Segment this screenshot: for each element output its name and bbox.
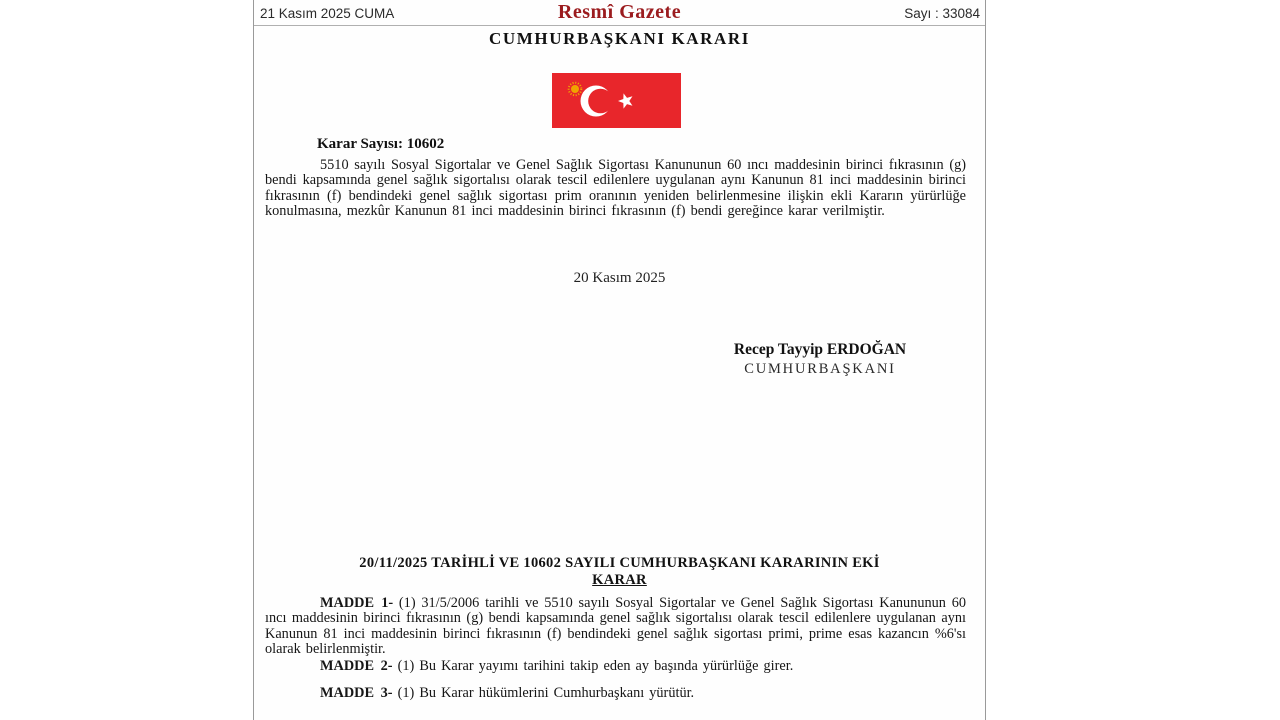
article-madde-1 [265, 596, 966, 658]
decision-body-paragraph: 5510 sayılı Sosyal Sigortalar ve Genel Sağlık Sigortası Kanununun 60 ıncı maddesinin birinci fıkrasının (g) bendi kapsamında genel sağlık sigortalısı olarak tescil edilenlere uygulanan aynı Kanunun 81 inci maddesinin birinci fıkrasının (f) bendindeki genel sağlık sigortası prim oranının yeniden belirlenmesine ilişkin ekli Kararın yürürlüğe konulmasına, mezkûr Kanunun 81 inci maddesinin birinci fıkrasının (f) bendi gereğince karar verilmiştir. [265, 157, 966, 220]
article-3-label: MADDE 3- [320, 685, 393, 701]
signer-name: Recep Tayyip ERDOĞAN [733, 341, 907, 358]
article-madde-2 [265, 659, 966, 674]
article-1-label: MADDE 1- [320, 595, 394, 611]
annex-title-line1: 20/11/2025 TARİHLİ VE 10602 SAYILI CUMHURBAŞKANI KARARININ EKİ [359, 555, 880, 571]
gazette-issue-number: Sayı : 33084 [904, 6, 980, 21]
article-2-text: (1) Bu Karar yayımı tarihini takip eden ay başında yürürlüğe girer. [392, 658, 794, 674]
masthead-row [254, 0, 985, 26]
article-2-label: MADDE 2- [320, 658, 393, 674]
signature-block [660, 341, 980, 378]
turkish-flag-icon [552, 73, 681, 128]
signer-title: CUMHURBAŞKANI [744, 361, 896, 377]
gazette-page [253, 0, 986, 720]
document-title: CUMHURBAŞKANI KARARI [488, 29, 751, 48]
gazette-date: 21 Kasım 2025 CUMA [260, 6, 395, 21]
annex-title-line2: KARAR [592, 571, 647, 588]
gazette-masthead: Resmî Gazete [557, 1, 682, 23]
decision-date: 20 Kasım 2025 [573, 270, 666, 286]
turkish-flag-svg [552, 73, 681, 128]
article-3-text: (1) Bu Karar hükümlerini Cumhurbaşkanı yürütür. [392, 685, 695, 701]
decision-number: Karar Sayısı: 10602 [317, 136, 445, 152]
annex-title [254, 555, 985, 588]
article-madde-3 [265, 686, 966, 701]
article-1-text: (1) 31/5/2006 tarihli ve 5510 sayılı Sosyal Sigortalar ve Genel Sağlık Sigortası Kanununun 60 ıncı maddesinin birinci fıkrasının (g) bendi kapsamında genel sağlık sigortalısı olarak tescil edilenlere uygulanan aynı Kanunun 81 inci maddesinin birinci fıkrasının (f) bendindeki genel sağlık sigortası primi, prime esas kazancın %6'sı olarak belirlenmiştir. [265, 595, 966, 658]
